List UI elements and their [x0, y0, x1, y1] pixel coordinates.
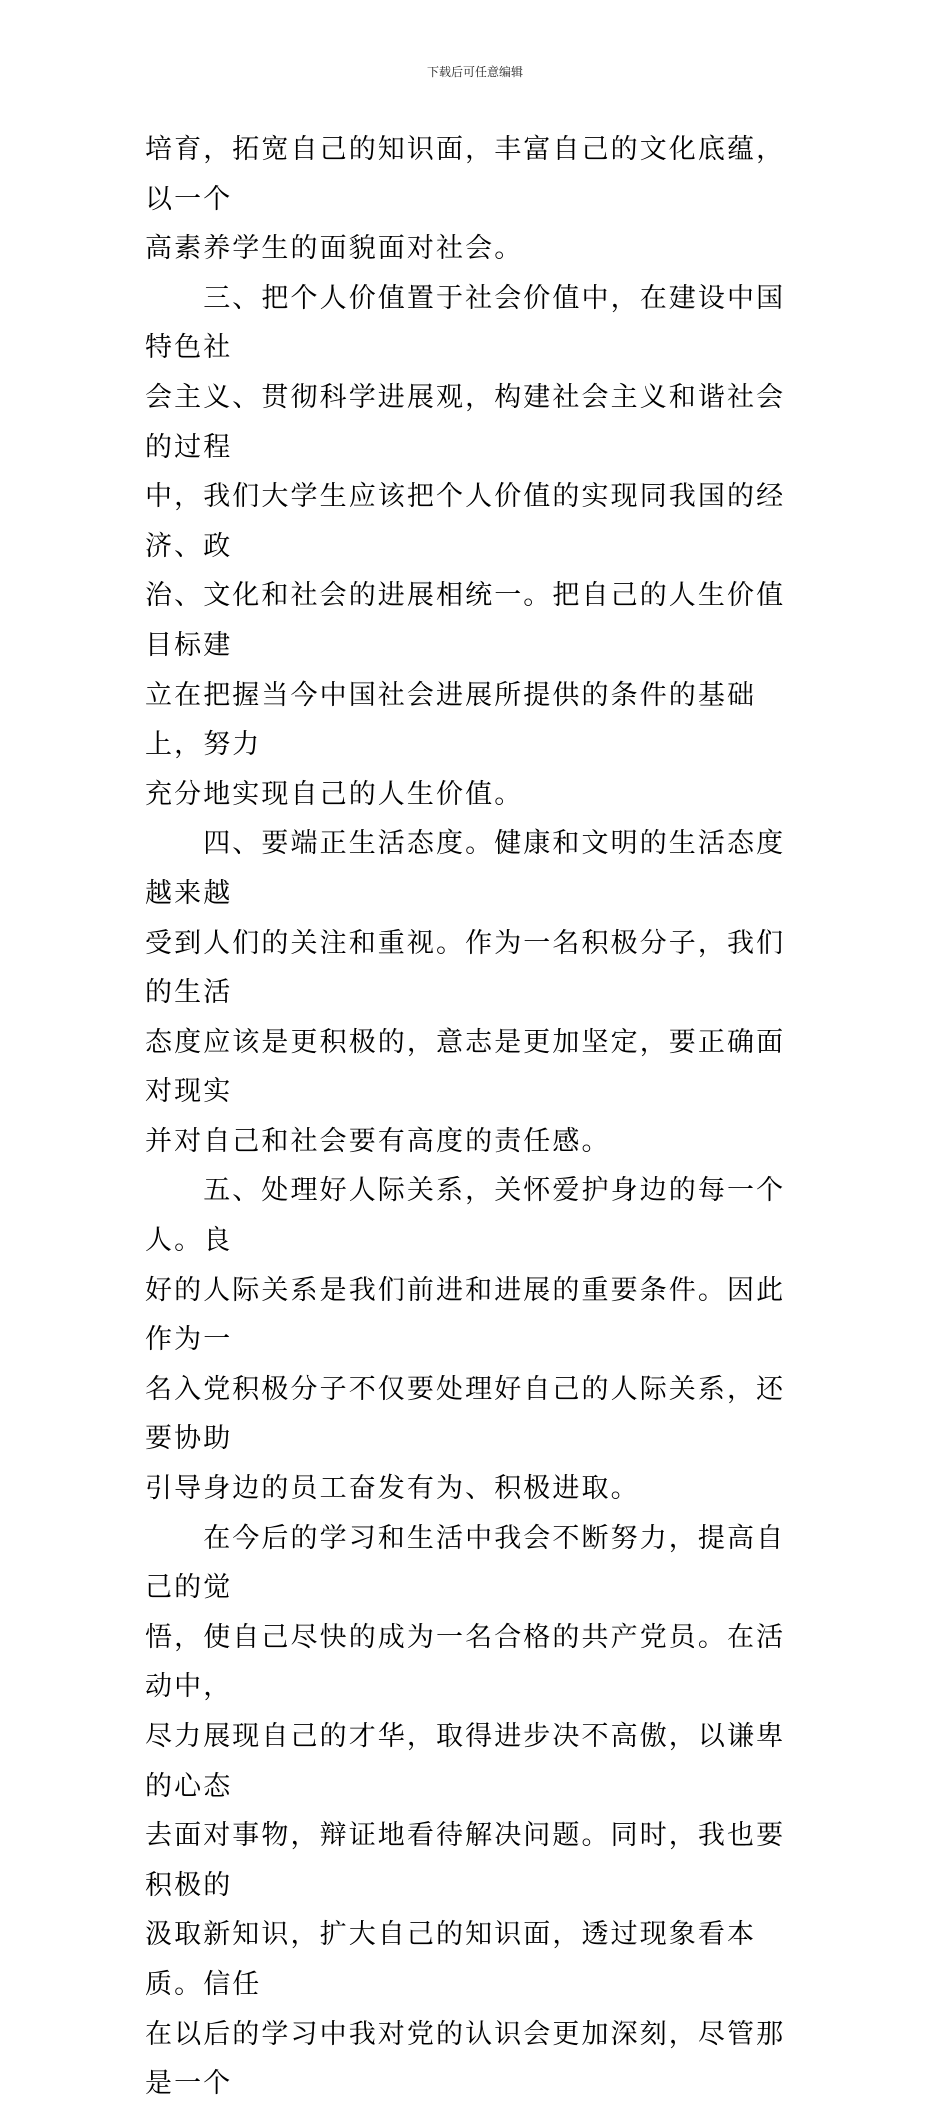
paragraph-point-four: 四、要端正生活态度。健康和文明的生活态度越来越 受到人们的关注和重视。作为一名积极分子，我们的生活 态度应该是更积极的，意志是更加坚定，要正确面对现实 并对自己和社会要有高度的责任感。 [145, 828, 786, 1157]
paragraph-intro-continuation: 培育，拓宽自己的知识面，丰富自己的文化底蕴，以一个 高素养学生的面貌面对社会。 [145, 134, 786, 265]
paragraph-conclusion: 在今后的学习和生活中我会不断努力，提高自己的觉 悟，使自己尽快的成为一名合格的共产党员。在活动中， 尽力展现自己的才华，取得进步决不高傲，以谦卑的心态 去面对事物，辩证地看待解决问题。同时，我也要积极的 汲取新知识，扩大自己的知识面，透过现象看本质。信任 在以后的学习中我对党的认识会更加深刻，尽管那是一个 [145, 1522, 786, 2100]
paragraph-point-three: 三、把个人价值置于社会价值中，在建设中国特色社 会主义、贯彻科学进展观，构建社会主义和谐社会的过程 中，我们大学生应该把个人价值的实现同我国的经济、政 治、文化和社会的进展相统一。把自己的人生价值目标建 立在把握当今中国社会进展所提供的条件的基础上，努力 充分地实现自己的人生价值。 [145, 282, 786, 810]
document-body [145, 125, 810, 2109]
paragraph-point-five: 五、处理好人际关系，关怀爱护身边的每一个人。良 好的人际关系是我们前进和进展的重要条件。因此作为一 名入党积极分子不仅要处理好自己的人际关系，还要协助 引导身边的员工奋发有为、积极进取。 [145, 1175, 786, 1505]
page-header: 下载后可任意编辑 [426, 65, 523, 79]
